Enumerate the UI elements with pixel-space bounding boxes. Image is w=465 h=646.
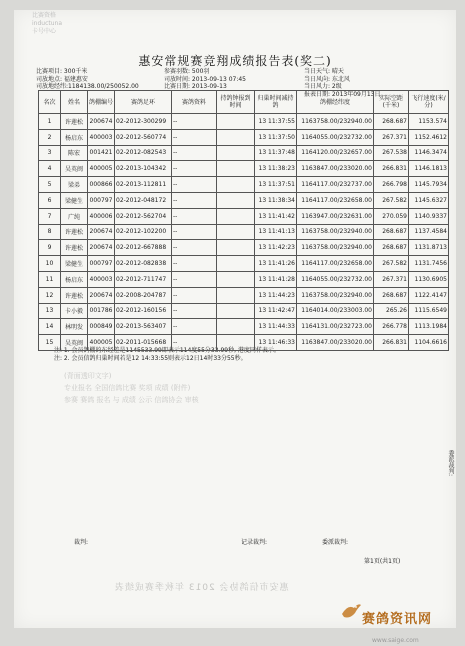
cell-loft-id: 400003 (88, 129, 115, 145)
faint-line: 卡号中心 (32, 28, 57, 35)
entry-count: 参赛羽数: 500羽 (164, 68, 210, 75)
cell-coords: 1164055.00/232732.00 (297, 129, 374, 145)
cell-distance: 267.371 (374, 271, 409, 287)
pigeon-logo-icon (340, 600, 362, 622)
race-distance: 比赛项目: 300千米 (36, 68, 88, 75)
cell-loft-id: 000866 (88, 177, 115, 193)
cell-ring: 02-2012-667888 (115, 240, 172, 256)
cell-name: 杨启东 (61, 271, 88, 287)
cell-coords: 1163758.00/232940.00 (297, 224, 374, 240)
cell-speed: 1131.8713 (409, 240, 449, 256)
cell-coords: 1163847.00/233020.00 (297, 161, 374, 177)
table-header-row (39, 91, 449, 114)
col-name: 姓名 (61, 91, 88, 114)
table-row (39, 303, 449, 319)
cell-loft-id: 200674 (88, 287, 115, 303)
cell-arrival: 13 11:37:55 (255, 114, 297, 130)
cell-bird-info: -- (172, 114, 217, 130)
cell-coords: 1164055.00/232732.00 (297, 271, 374, 287)
cell-speed: 1152.4612 (409, 129, 449, 145)
cell-speed: 1137.4584 (409, 224, 449, 240)
cell-loft-id: 000797 (88, 256, 115, 272)
cell-name: 许莲松 (61, 224, 88, 240)
side-delegate-label: 委派裁判: (447, 450, 454, 477)
table-row (39, 224, 449, 240)
cell-loft-id: 200674 (88, 240, 115, 256)
cell-clock-time (217, 256, 255, 272)
cell-clock-time (217, 240, 255, 256)
cell-rank: 1 (39, 114, 61, 130)
cell-name: 梁弟 (61, 177, 88, 193)
cell-speed: 1104.6616 (409, 335, 449, 351)
cell-arrival: 13 11:44:23 (255, 287, 297, 303)
cell-loft-id: 001421 (88, 145, 115, 161)
cell-speed: 1140.9337 (409, 208, 449, 224)
cell-clock-time (217, 177, 255, 193)
judge-signature-label: 裁判: (74, 539, 89, 546)
results-table (38, 90, 449, 351)
cell-arrival: 13 11:46:33 (255, 335, 297, 351)
cell-ring: 02-2012-082543 (115, 145, 172, 161)
cell-distance: 268.687 (374, 240, 409, 256)
cell-speed: 1153.574 (409, 114, 449, 130)
bleed-line: 参赛 赛鸽 报名 与 成绩 公示 信鸽协会 审核 (64, 396, 199, 404)
watermark-logo (362, 608, 432, 646)
table-row (39, 240, 449, 256)
cell-loft-id: 200674 (88, 114, 115, 130)
cell-clock-time (217, 224, 255, 240)
cell-coords: 1164117.00/232658.00 (297, 192, 374, 208)
cell-distance: 266.798 (374, 177, 409, 193)
cell-name: 林明发 (61, 319, 88, 335)
cell-ring: 02-2013-104342 (115, 161, 172, 177)
bleed-through-text (64, 370, 444, 406)
recorder-signature-label: 记录裁判: (241, 539, 268, 546)
watermark-brand: 赛鸽资讯网 (362, 612, 433, 627)
cell-distance: 265.26 (374, 303, 409, 319)
cell-loft-id: 000849 (88, 319, 115, 335)
cell-loft-id: 000797 (88, 192, 115, 208)
col-distance: 实际空距(千米) (374, 91, 409, 114)
cell-distance: 266.778 (374, 319, 409, 335)
cell-coords: 1163758.00/232940.00 (297, 240, 374, 256)
cell-bird-info: -- (172, 287, 217, 303)
cell-bird-info: -- (172, 192, 217, 208)
cell-clock-time (217, 161, 255, 177)
cell-arrival: 13 11:44:33 (255, 319, 297, 335)
cell-speed: 1115.6549 (409, 303, 449, 319)
cell-loft-id: 200674 (88, 224, 115, 240)
cell-name: 许莲松 (61, 114, 88, 130)
cell-arrival: 13 11:41:26 (255, 256, 297, 272)
table-row (39, 114, 449, 130)
cell-loft-id: 400005 (88, 161, 115, 177)
cell-arrival: 13 11:42:23 (255, 240, 297, 256)
col-ring: 赛鸽足环 (115, 91, 172, 114)
cell-arrival: 13 11:42:47 (255, 303, 297, 319)
cell-distance: 267.371 (374, 129, 409, 145)
cell-name: 广纯 (61, 208, 88, 224)
cell-name: 许莲松 (61, 287, 88, 303)
cell-rank: 15 (39, 335, 61, 351)
cell-bird-info: -- (172, 161, 217, 177)
cell-ring: 02-2011-015668 (115, 335, 172, 351)
cell-clock-time (217, 271, 255, 287)
cell-distance: 267.582 (374, 256, 409, 272)
cell-rank: 5 (39, 177, 61, 193)
cell-distance: 268.687 (374, 224, 409, 240)
cell-ring: 02-2008-204787 (115, 287, 172, 303)
cell-distance: 268.687 (374, 287, 409, 303)
cell-ring: 02-2013-112811 (115, 177, 172, 193)
cell-clock-time (217, 114, 255, 130)
cell-clock-time (217, 208, 255, 224)
cell-arrival: 13 11:41:13 (255, 224, 297, 240)
weather: 当日天气: 晴天 (304, 68, 344, 75)
cell-bird-info: -- (172, 303, 217, 319)
cell-distance: 266.831 (374, 335, 409, 351)
cell-name: 梁健生 (61, 256, 88, 272)
cell-ring: 02-2013-563407 (115, 319, 172, 335)
cell-rank: 12 (39, 287, 61, 303)
cell-loft-id: 001786 (88, 303, 115, 319)
cell-name: 吴英闽 (61, 335, 88, 351)
footnote: 注: 1. 会员鸽棚的东经差是1145533.99即表示114度55分33.99秒, 港度同样表示。 (54, 347, 280, 354)
table-row (39, 161, 449, 177)
cell-speed: 1146.1813 (409, 161, 449, 177)
cell-ring: 02-2012-562704 (115, 208, 172, 224)
cell-loft-id: 400003 (88, 271, 115, 287)
cell-arrival: 13 11:37:51 (255, 177, 297, 193)
cell-bird-info: -- (172, 224, 217, 240)
col-clock-time: 持鸽钟报到时间 (217, 91, 255, 114)
table-row (39, 177, 449, 193)
cell-coords: 1164117.00/232658.00 (297, 256, 374, 272)
cell-speed: 1131.7456 (409, 256, 449, 272)
cell-rank: 10 (39, 256, 61, 272)
report-date: 报表日期: 2013年09月13日 (304, 90, 381, 98)
table-row (39, 335, 449, 351)
cell-rank: 13 (39, 303, 61, 319)
cell-clock-time (217, 287, 255, 303)
page-number: 第1页(共1页) (364, 558, 401, 565)
cell-coords: 1164117.00/232737.00 (297, 177, 374, 193)
faint-line: inductuna (32, 20, 63, 27)
col-arrival: 归巢时间减持鸽 (255, 91, 297, 114)
cell-rank: 3 (39, 145, 61, 161)
cell-coords: 1164120.00/232657.00 (297, 145, 374, 161)
cell-clock-time (217, 319, 255, 335)
cell-distance: 267.538 (374, 145, 409, 161)
cell-bird-info: -- (172, 256, 217, 272)
cell-bird-info: -- (172, 145, 217, 161)
cell-bird-info: -- (172, 271, 217, 287)
cell-rank: 7 (39, 208, 61, 224)
col-speed: 飞行速度(米/分) (409, 91, 449, 114)
cell-rank: 4 (39, 161, 61, 177)
cell-name: 梁健生 (61, 192, 88, 208)
cell-rank: 2 (39, 129, 61, 145)
mirrored-bleed-text: 惠安市信鸽协会 2013 年秋季赛成绩表 (114, 583, 289, 593)
col-coords: 鸽棚经纬度 (297, 91, 374, 114)
cell-rank: 6 (39, 192, 61, 208)
cell-name: 吴英闽 (61, 161, 88, 177)
faint-line: 比赛资格 (32, 12, 57, 19)
cell-ring: 02-2012-711747 (115, 271, 172, 287)
release-location: 司放地点: 福建惠安 (36, 75, 88, 83)
cell-coords: 1163947.00/232631.00 (297, 208, 374, 224)
cell-name: 杨启东 (61, 129, 88, 145)
cell-rank: 14 (39, 319, 61, 335)
bleed-line: 专业报名 全国信鸽比赛 奖项 成绩 (附件) (64, 384, 191, 392)
wind-direction: 当日风向: 东北风 (304, 75, 350, 83)
cell-arrival: 13 11:41:28 (255, 271, 297, 287)
table-row (39, 145, 449, 161)
wind-force: 当日风力: 2级 (304, 83, 342, 90)
table-row (39, 129, 449, 145)
cell-bird-info: -- (172, 319, 217, 335)
cell-arrival: 13 11:37:50 (255, 129, 297, 145)
cell-distance: 268.687 (374, 114, 409, 130)
report-title: 惠安常规赛竞翔成绩报告表(奖二) (138, 54, 332, 68)
cell-clock-time (217, 303, 255, 319)
cell-speed: 1122.4147 (409, 287, 449, 303)
cell-rank: 11 (39, 271, 61, 287)
release-coords: 司放地经纬:1184138.00/250052.00 (36, 83, 139, 90)
cell-ring: 02-2012-560774 (115, 129, 172, 145)
cell-coords: 1163758.00/232940.00 (297, 114, 374, 130)
cell-bird-info: -- (172, 177, 217, 193)
cell-coords: 1164131.00/232723.00 (297, 319, 374, 335)
cell-name: 卡小毅 (61, 303, 88, 319)
table-row (39, 319, 449, 335)
table-row (39, 192, 449, 208)
cell-bird-info: -- (172, 335, 217, 351)
cell-loft-id: 400006 (88, 208, 115, 224)
cell-distance: 270.059 (374, 208, 409, 224)
cell-distance: 267.582 (374, 192, 409, 208)
cell-coords: 1163847.00/233020.00 (297, 335, 374, 351)
table-row (39, 208, 449, 224)
bleed-line: (背面透印文字) (64, 372, 112, 380)
cell-name: 陈宏 (61, 145, 88, 161)
table-row (39, 256, 449, 272)
delegate-signature-label: 委派裁判: (322, 539, 349, 546)
cell-speed: 1130.6905 (409, 271, 449, 287)
cell-coords: 1163758.00/232940.00 (297, 287, 374, 303)
cell-ring: 02-2012-048172 (115, 192, 172, 208)
cell-distance: 266.831 (374, 161, 409, 177)
cell-bird-info: -- (172, 208, 217, 224)
meta-left (36, 68, 139, 91)
cell-rank: 8 (39, 224, 61, 240)
cell-clock-time (217, 145, 255, 161)
cell-arrival: 13 11:38:23 (255, 161, 297, 177)
watermark-url: www.saige.com (372, 637, 419, 644)
race-date: 比赛日期: 2013-09-13 (164, 83, 227, 90)
cell-clock-time (217, 192, 255, 208)
cell-speed: 1113.1984 (409, 319, 449, 335)
cell-speed: 1146.3474 (409, 145, 449, 161)
cell-coords: 1164014.00/233003.00 (297, 303, 374, 319)
cell-arrival: 13 11:41:42 (255, 208, 297, 224)
cell-ring: 02-2012-102200 (115, 224, 172, 240)
cell-ring: 02-2012-160156 (115, 303, 172, 319)
cell-arrival: 13 11:38:34 (255, 192, 297, 208)
cell-speed: 1145.6327 (409, 192, 449, 208)
cell-speed: 1145.7934 (409, 177, 449, 193)
cell-clock-time (217, 129, 255, 145)
cell-bird-info: -- (172, 240, 217, 256)
faint-header-text (32, 12, 62, 36)
col-rank: 名次 (39, 91, 61, 114)
table-row (39, 287, 449, 303)
col-loft-id: 鸽棚编号 (88, 91, 115, 114)
cell-bird-info: -- (172, 129, 217, 145)
cell-clock-time (217, 335, 255, 351)
release-time: 司放时间: 2013-09-13 07:45 (164, 75, 246, 83)
cell-arrival: 13 11:37:48 (255, 145, 297, 161)
cell-ring: 02-2012-082838 (115, 256, 172, 272)
cell-rank: 9 (39, 240, 61, 256)
cell-ring: 02-2012-300299 (115, 114, 172, 130)
col-bird-info: 赛鸽资料 (172, 91, 217, 114)
meta-mid (164, 68, 246, 91)
cell-name: 许莲松 (61, 240, 88, 256)
footnote: 注: 2. 会员信鸽归巢时间若是12 14:33:55则表示12日14时33分55秒。 (54, 355, 247, 362)
table-row (39, 271, 449, 287)
cell-loft-id: 400005 (88, 335, 115, 351)
